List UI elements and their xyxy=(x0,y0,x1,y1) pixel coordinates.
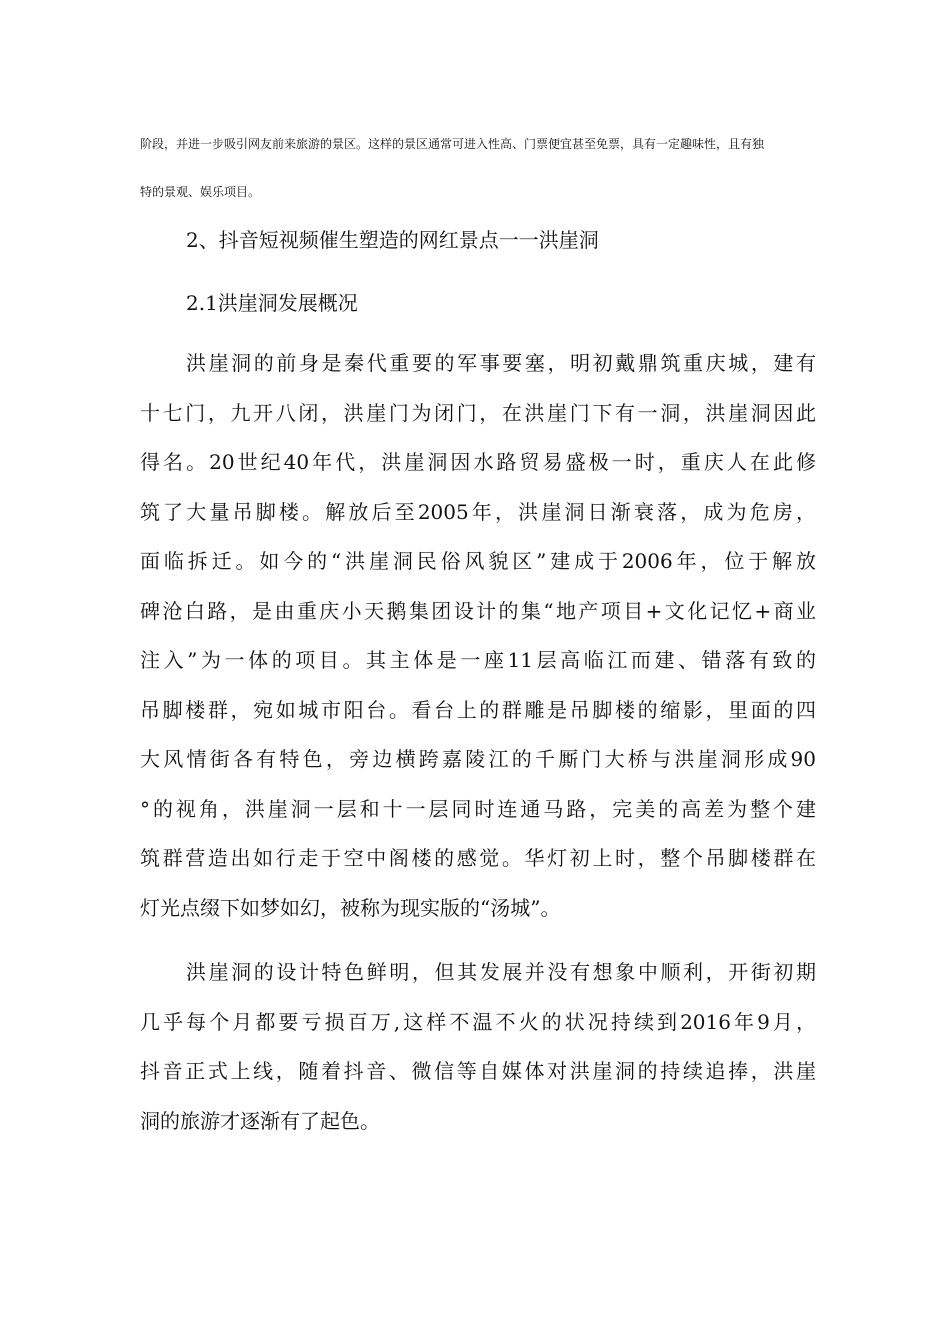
paragraph-line: 大风情街各有特色，旁边横跨嘉陵江的千厮门大桥与洪崖洞形成90 xyxy=(140,747,816,771)
paragraph-line: 得名。20世纪40年代，洪崖洞因水路贸易盛极一时，重庆人在此修 xyxy=(140,450,816,474)
paragraph-line: 抖音正式上线，随着抖音、微信等自媒体对洪崖洞的持续追捧，洪崖 xyxy=(140,1059,816,1083)
section-heading: 2、抖音短视频催生塑造的网红景点一一洪崖洞 xyxy=(186,228,599,252)
paragraph-line: 筑群营造出如行走于空中阁楼的感觉。华灯初上时，整个吊脚楼群在 xyxy=(140,846,816,870)
subsection-heading: 2.1洪崖洞发展概况 xyxy=(186,291,358,315)
intro-line: 阶段，并进一步吸引网友前来旅游的景区。这样的景区通常可进入性高、门票便宜甚至免票，具有一定趣味性，且有独 xyxy=(140,137,765,151)
intro-line: 特的景观、娱乐项目。 xyxy=(140,185,261,199)
paragraph-1 xyxy=(140,339,816,933)
paragraph-line: 几乎每个月都要亏损百万,这样不温不火的状况持续到2016年9月， xyxy=(140,1009,816,1034)
paragraph-line: 灯光点缀下如梦如幻，被称为现实版的“汤城”。 xyxy=(140,895,561,920)
paragraph-line: 洞的旅游才逐渐有了起色。 xyxy=(140,1108,380,1133)
intro-paragraph xyxy=(140,120,820,216)
paragraph-line: 筑了大量吊脚楼。解放后至2005年，洪崖洞日渐衰落，成为危房， xyxy=(140,499,816,524)
paragraph-line: 注入”为一体的项目。其主体是一座11层高临江而建、错落有致的 xyxy=(140,648,816,672)
paragraph-2 xyxy=(140,948,816,1146)
paragraph-line: 碑沧白路，是由重庆小天鹅集团设计的集“地产项目+文化记忆+商业 xyxy=(140,598,816,623)
paragraph-line: °的视角，洪崖洞一层和十一层同时连通马路，完美的高差为整个建 xyxy=(140,796,816,821)
paragraph-line: 十七门，九开八闭，洪崖门为闭门，在洪崖门下有一洞，洪崖洞因此 xyxy=(140,400,816,425)
paragraph-line: 洪崖洞的前身是秦代重要的军事要塞，明初戴鼎筑重庆城，建有 xyxy=(186,351,816,375)
paragraph-line: 洪崖洞的设计特色鲜明，但其发展并没有想象中顺利，开街初期 xyxy=(186,960,816,984)
paragraph-line: 吊脚楼群，宛如城市阳台。看台上的群雕是吊脚楼的缩影，里面的四 xyxy=(140,697,816,722)
paragraph-line: 面临拆迁。如今的“洪崖洞民俗风貌区”建成于2006年，位于解放 xyxy=(140,549,816,573)
